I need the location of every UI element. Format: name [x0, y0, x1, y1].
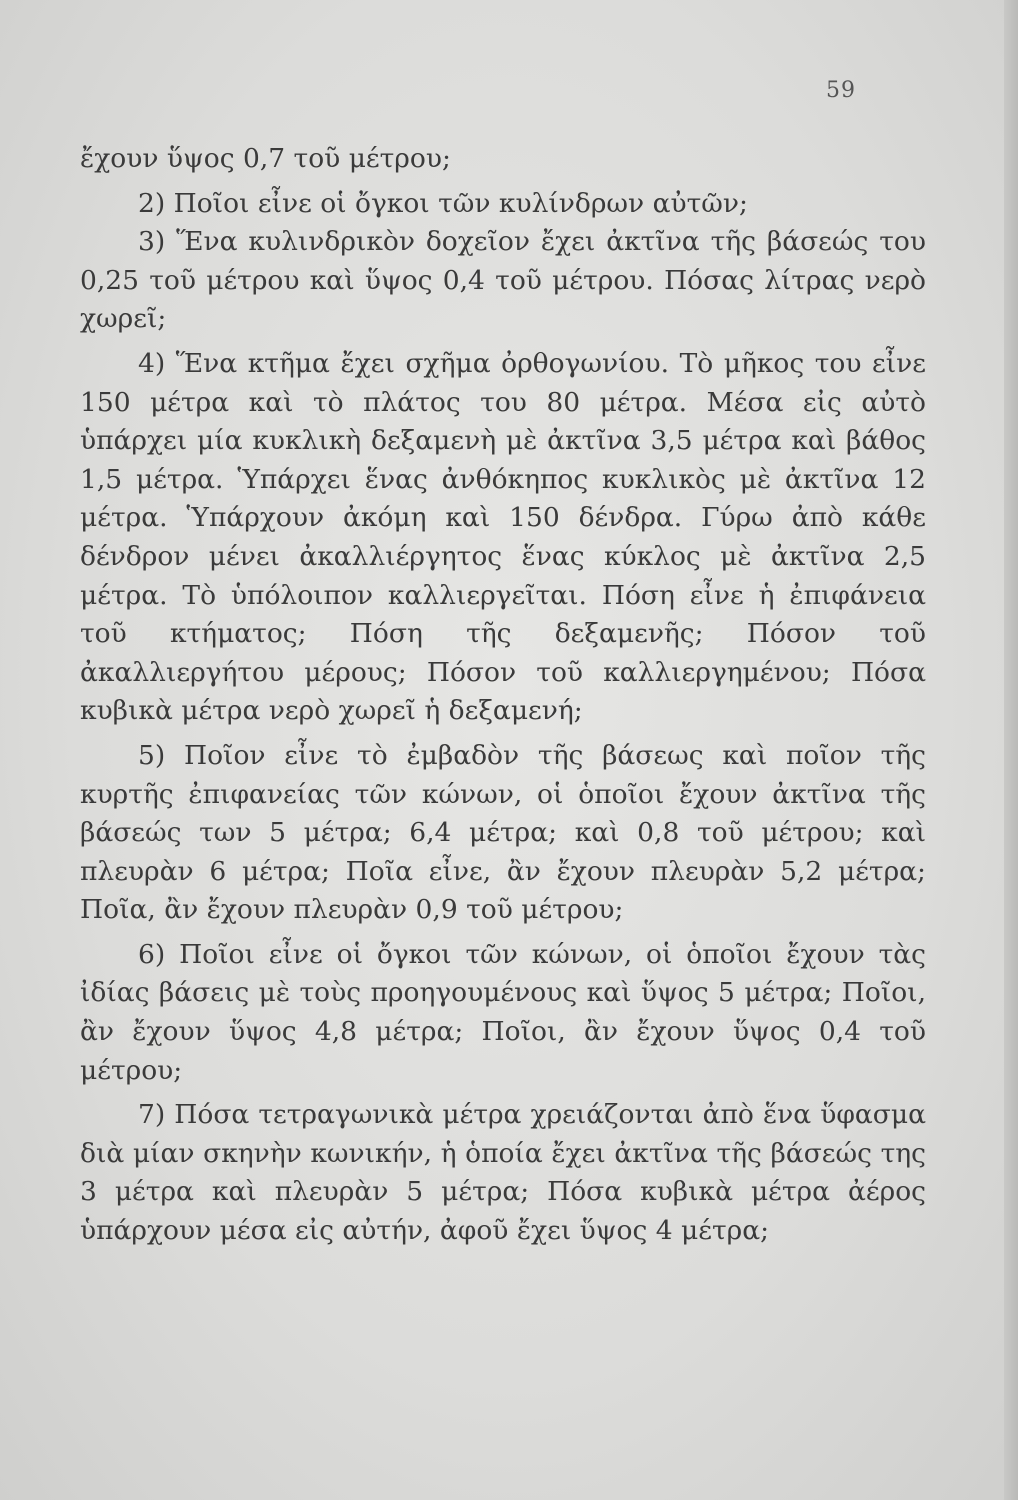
- exercise-2: 2) Ποῖοι εἶνε οἱ ὄγκοι τῶν κυλίνδρων αὐτῶν;: [138, 187, 748, 219]
- page-body: [80, 140, 926, 1251]
- exercise-7: 7) Πόσα τετραγωνικὰ μέτρα χρειάζονται ἀπὸ ἕνα ὕφασμα διὰ μίαν σκηνὴν κωνικήν, ἡ ὁποία ἔχει ἀκτῖνα τῆς βάσεώς της 3 μέτρα καὶ πλευρὰν 5 μέτρα; Πόσα κυβικὰ μέτρα ἀέρος ὑπάρχουν μέσα εἰς αὐτήν, ἀφοῦ ἔχει ὕψος 4 μέτρα;: [80, 1099, 926, 1247]
- exercise-3: 3) Ἕνα κυλινδρικὸν δοχεῖον ἔχει ἀκτῖνα τῆς βάσεώς του 0,25 τοῦ μέτρου καὶ ὕψος 0,4 τοῦ μέτρου. Πόσας λίτρας νερὸ χωρεῖ;: [80, 226, 926, 335]
- exercise-4: 4) Ἕνα κτῆμα ἔχει σχῆμα ὀρθογωνίου. Τὸ μῆκος του εἶνε 150 μέτρα καὶ τὸ πλάτος του 80 μέτρα. Μέσα εἰς αὐτὸ ὑπάρχει μία κυκλικὴ δεξαμενὴ μὲ ἀκτῖνα 3,5 μέτρα καὶ βάθος 1,5 μέτρα. Ὑπάρχει ἕνας ἀνθόκηπος κυκλικὸς μὲ ἀκτῖνα 12 μέτρα. Ὑπάρχουν ἀκόμη καὶ 150 δένδρα. Γύρω ἀπὸ κάθε δένδρον μένει ἀκαλλιέργητος ἕνας κύκλος μὲ ἀκτῖνα 2,5 μέτρα. Τὸ ὑπόλοιπον καλλιεργεῖται. Πόση εἶνε ἡ ἐπιφάνεια τοῦ κτήματος; Πόση τῆς δεξαμενῆς; Πόσον τοῦ ἀκαλλιεργήτου μέρους; Πόσον τοῦ καλλιεργημένου; Πόσα κυβικὰ μέτρα νερὸ χωρεῖ ἡ δεξαμενή;: [80, 347, 926, 727]
- page-number: 59: [826, 78, 856, 103]
- page-edge-shadow: [1004, 0, 1018, 1500]
- exercise-5: 5) Ποῖον εἶνε τὸ ἐμβαδὸν τῆς βάσεως καὶ ποῖον τῆς κυρτῆς ἐπιφανείας τῶν κώνων, οἱ ὁποῖοι ἔχουν ἀκτῖνα τῆς βάσεώς των 5 μέτρα; 6,4 μέτρα; καὶ 0,8 τοῦ μέτρου; καὶ πλευρὰν 6 μέτρα; Ποῖα εἶνε, ἂν ἔχουν πλευρὰν 5,2 μέτρα; Ποῖα, ἂν ἔχουν πλευρὰν 0,9 τοῦ μέτρου;: [80, 739, 926, 926]
- exercise-6: 6) Ποῖοι εἶνε οἱ ὄγκοι τῶν κώνων, οἱ ὁποῖοι ἔχουν τὰς ἰδίας βάσεις μὲ τοὺς προηγουμένους καὶ ὕψος 5 μέτρα; Ποῖοι, ἂν ἔχουν ὕψος 4,8 μέτρα; Ποῖοι, ἂν ἔχουν ὕψος 0,4 τοῦ μέτρου;: [80, 938, 926, 1086]
- paragraph-continuation: ἔχουν ὕψος 0,7 τοῦ μέτρου;: [80, 143, 451, 174]
